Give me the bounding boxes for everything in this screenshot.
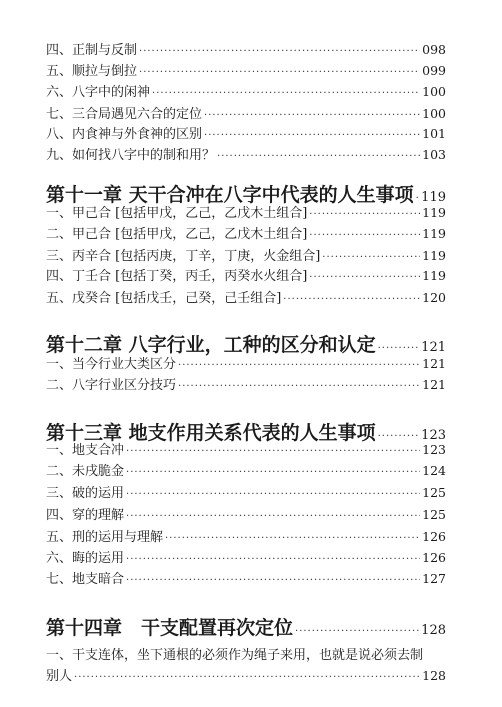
toc-entry[interactable] — [46, 40, 446, 60]
toc-chapter-title: 第十一章 天干合冲在八字中代表的人生事项 — [46, 184, 414, 206]
toc-chapter-page: 123 — [421, 428, 446, 443]
toc-entry-page: 119 — [422, 205, 446, 220]
toc-chapter-title: 第十三章 地支作用关系代表的人生事项 — [46, 422, 376, 444]
leader-dots — [309, 268, 420, 288]
toc-entry-title: 一、干支连体，坐下通根的必须作为绳子来用，也就是说必须去制 — [46, 648, 424, 663]
toc-entry-title: 别人 — [46, 669, 73, 684]
toc-entry-title: 八、内食神与外食神的区别 — [46, 127, 203, 142]
toc-entry-page: 125 — [422, 485, 446, 500]
leader-dots — [139, 42, 420, 62]
toc-entry-title: 五、刑的运用与理解 — [46, 530, 164, 545]
toc-entry-page: 126 — [422, 550, 446, 565]
leader-dots — [139, 63, 420, 83]
toc-entry-page: 101 — [422, 126, 446, 141]
toc-entry-page: 103 — [422, 147, 446, 162]
toc-entry-title: 九、如何找八字中的制和用？ — [46, 148, 216, 163]
toc-entry[interactable] — [46, 461, 446, 481]
leader-dots — [165, 529, 420, 549]
leader-dots — [126, 442, 420, 462]
toc-entry-page: 119 — [422, 226, 446, 241]
leader-dots — [295, 617, 419, 647]
toc-entry-page: 119 — [422, 268, 446, 283]
leader-dots — [126, 571, 420, 591]
leader-dots — [204, 106, 420, 126]
leader-dots — [178, 356, 420, 376]
toc-entry-title: 一、地支合冲 — [46, 443, 125, 458]
toc-entry[interactable] — [46, 505, 446, 525]
toc-entry-page: 119 — [422, 248, 446, 263]
toc-entry-page: 100 — [422, 106, 446, 121]
toc-entry[interactable] — [46, 548, 446, 568]
toc-entry[interactable] — [46, 224, 446, 244]
toc-entry-title: 一、当今行业大类区分 — [46, 357, 177, 372]
toc-entry-title: 二、未戌脆金 — [46, 464, 125, 479]
leader-dots — [126, 463, 420, 483]
toc-entry-title: 三、破的运用 — [46, 486, 125, 501]
toc-entry-page: 121 — [422, 356, 446, 371]
leader-dots — [126, 550, 420, 570]
toc-entry-title: 二、甲己合 [包括甲戊，乙己，乙戊木土组合] — [46, 227, 308, 242]
toc-entry-title: 四、穿的理解 — [46, 508, 125, 523]
toc-entry-title: 六、晦的运用 — [46, 551, 125, 566]
leader-dots — [152, 84, 420, 104]
leader-dots — [126, 507, 420, 527]
toc-entry-page: 125 — [422, 507, 446, 522]
toc-entry-page: 100 — [422, 84, 446, 99]
toc-entry[interactable] — [46, 266, 446, 286]
toc-entry[interactable] — [46, 354, 446, 374]
toc-entry[interactable] — [46, 104, 446, 124]
leader-dots — [309, 226, 420, 246]
toc-entry-page: 121 — [422, 377, 446, 392]
toc-entry-title: 二、八字行业区分技巧 — [46, 378, 177, 393]
toc-entry-title: 四、丁壬合 [包括丁癸，丙壬，丙癸水火组合] — [46, 269, 308, 284]
toc-entry-wrapped-line1[interactable] — [46, 646, 446, 666]
toc-entry-title: 六、八字中的闲神 — [46, 85, 151, 100]
toc-chapter-page: 119 — [421, 190, 446, 205]
toc-entry-page: 126 — [422, 529, 446, 544]
toc-entry-page: 127 — [422, 571, 446, 586]
toc-entry[interactable] — [46, 124, 446, 144]
toc-entry-wrapped-line2[interactable] — [46, 666, 446, 686]
toc-entry-page: 099 — [422, 63, 446, 78]
toc-entry[interactable] — [46, 440, 446, 460]
toc-entry-page: 123 — [422, 442, 446, 457]
toc-entry-title: 五、戊癸合 [包括戊壬，己癸，己壬组合] — [46, 291, 282, 306]
toc-chapter-title: 第十二章 八字行业，工种的区分和认定 — [46, 334, 376, 356]
toc-chapter-page: 128 — [421, 623, 446, 638]
toc-entry[interactable] — [46, 569, 446, 589]
toc-entry-title: 四、正制与反制 — [46, 43, 138, 58]
toc-entry[interactable] — [46, 61, 446, 81]
leader-dots — [204, 126, 420, 146]
leader-dots — [217, 147, 420, 167]
toc-entry-page: 098 — [422, 42, 446, 57]
toc-entry[interactable] — [46, 145, 446, 165]
toc-entry-page: 124 — [422, 463, 446, 478]
leader-dots — [309, 205, 420, 225]
toc-entry[interactable] — [46, 246, 446, 266]
toc-entry-title: 七、三合局遇见六合的定位 — [46, 107, 203, 122]
toc-chapter[interactable] — [46, 613, 446, 643]
leader-dots — [283, 290, 420, 310]
leader-dots — [178, 377, 420, 397]
toc-chapter-title: 第十四章 干支配置再次定位 — [46, 617, 294, 639]
toc-entry-title: 五、顺拉与倒拉 — [46, 64, 138, 79]
toc-entry[interactable] — [46, 288, 446, 308]
toc-entry[interactable] — [46, 375, 446, 395]
toc-entry[interactable] — [46, 527, 446, 547]
leader-dots — [126, 485, 420, 505]
toc-entry-page: 128 — [422, 668, 446, 683]
toc-entry[interactable] — [46, 203, 446, 223]
toc-entry-title: 三、丙辛合 [包括丙庚，丁辛，丁庚，火金组合] — [46, 249, 321, 264]
toc-entry-title: 七、地支暗合 — [46, 572, 125, 587]
toc-entry[interactable] — [46, 82, 446, 102]
toc-entry-title: 一、甲己合 [包括甲戊，乙己，乙戊木土组合] — [46, 206, 308, 221]
toc-entry-page: 120 — [422, 290, 446, 305]
toc-entry[interactable] — [46, 483, 446, 503]
toc-chapter-page: 121 — [421, 340, 446, 355]
leader-dots — [322, 248, 420, 268]
leader-dots — [74, 668, 420, 688]
